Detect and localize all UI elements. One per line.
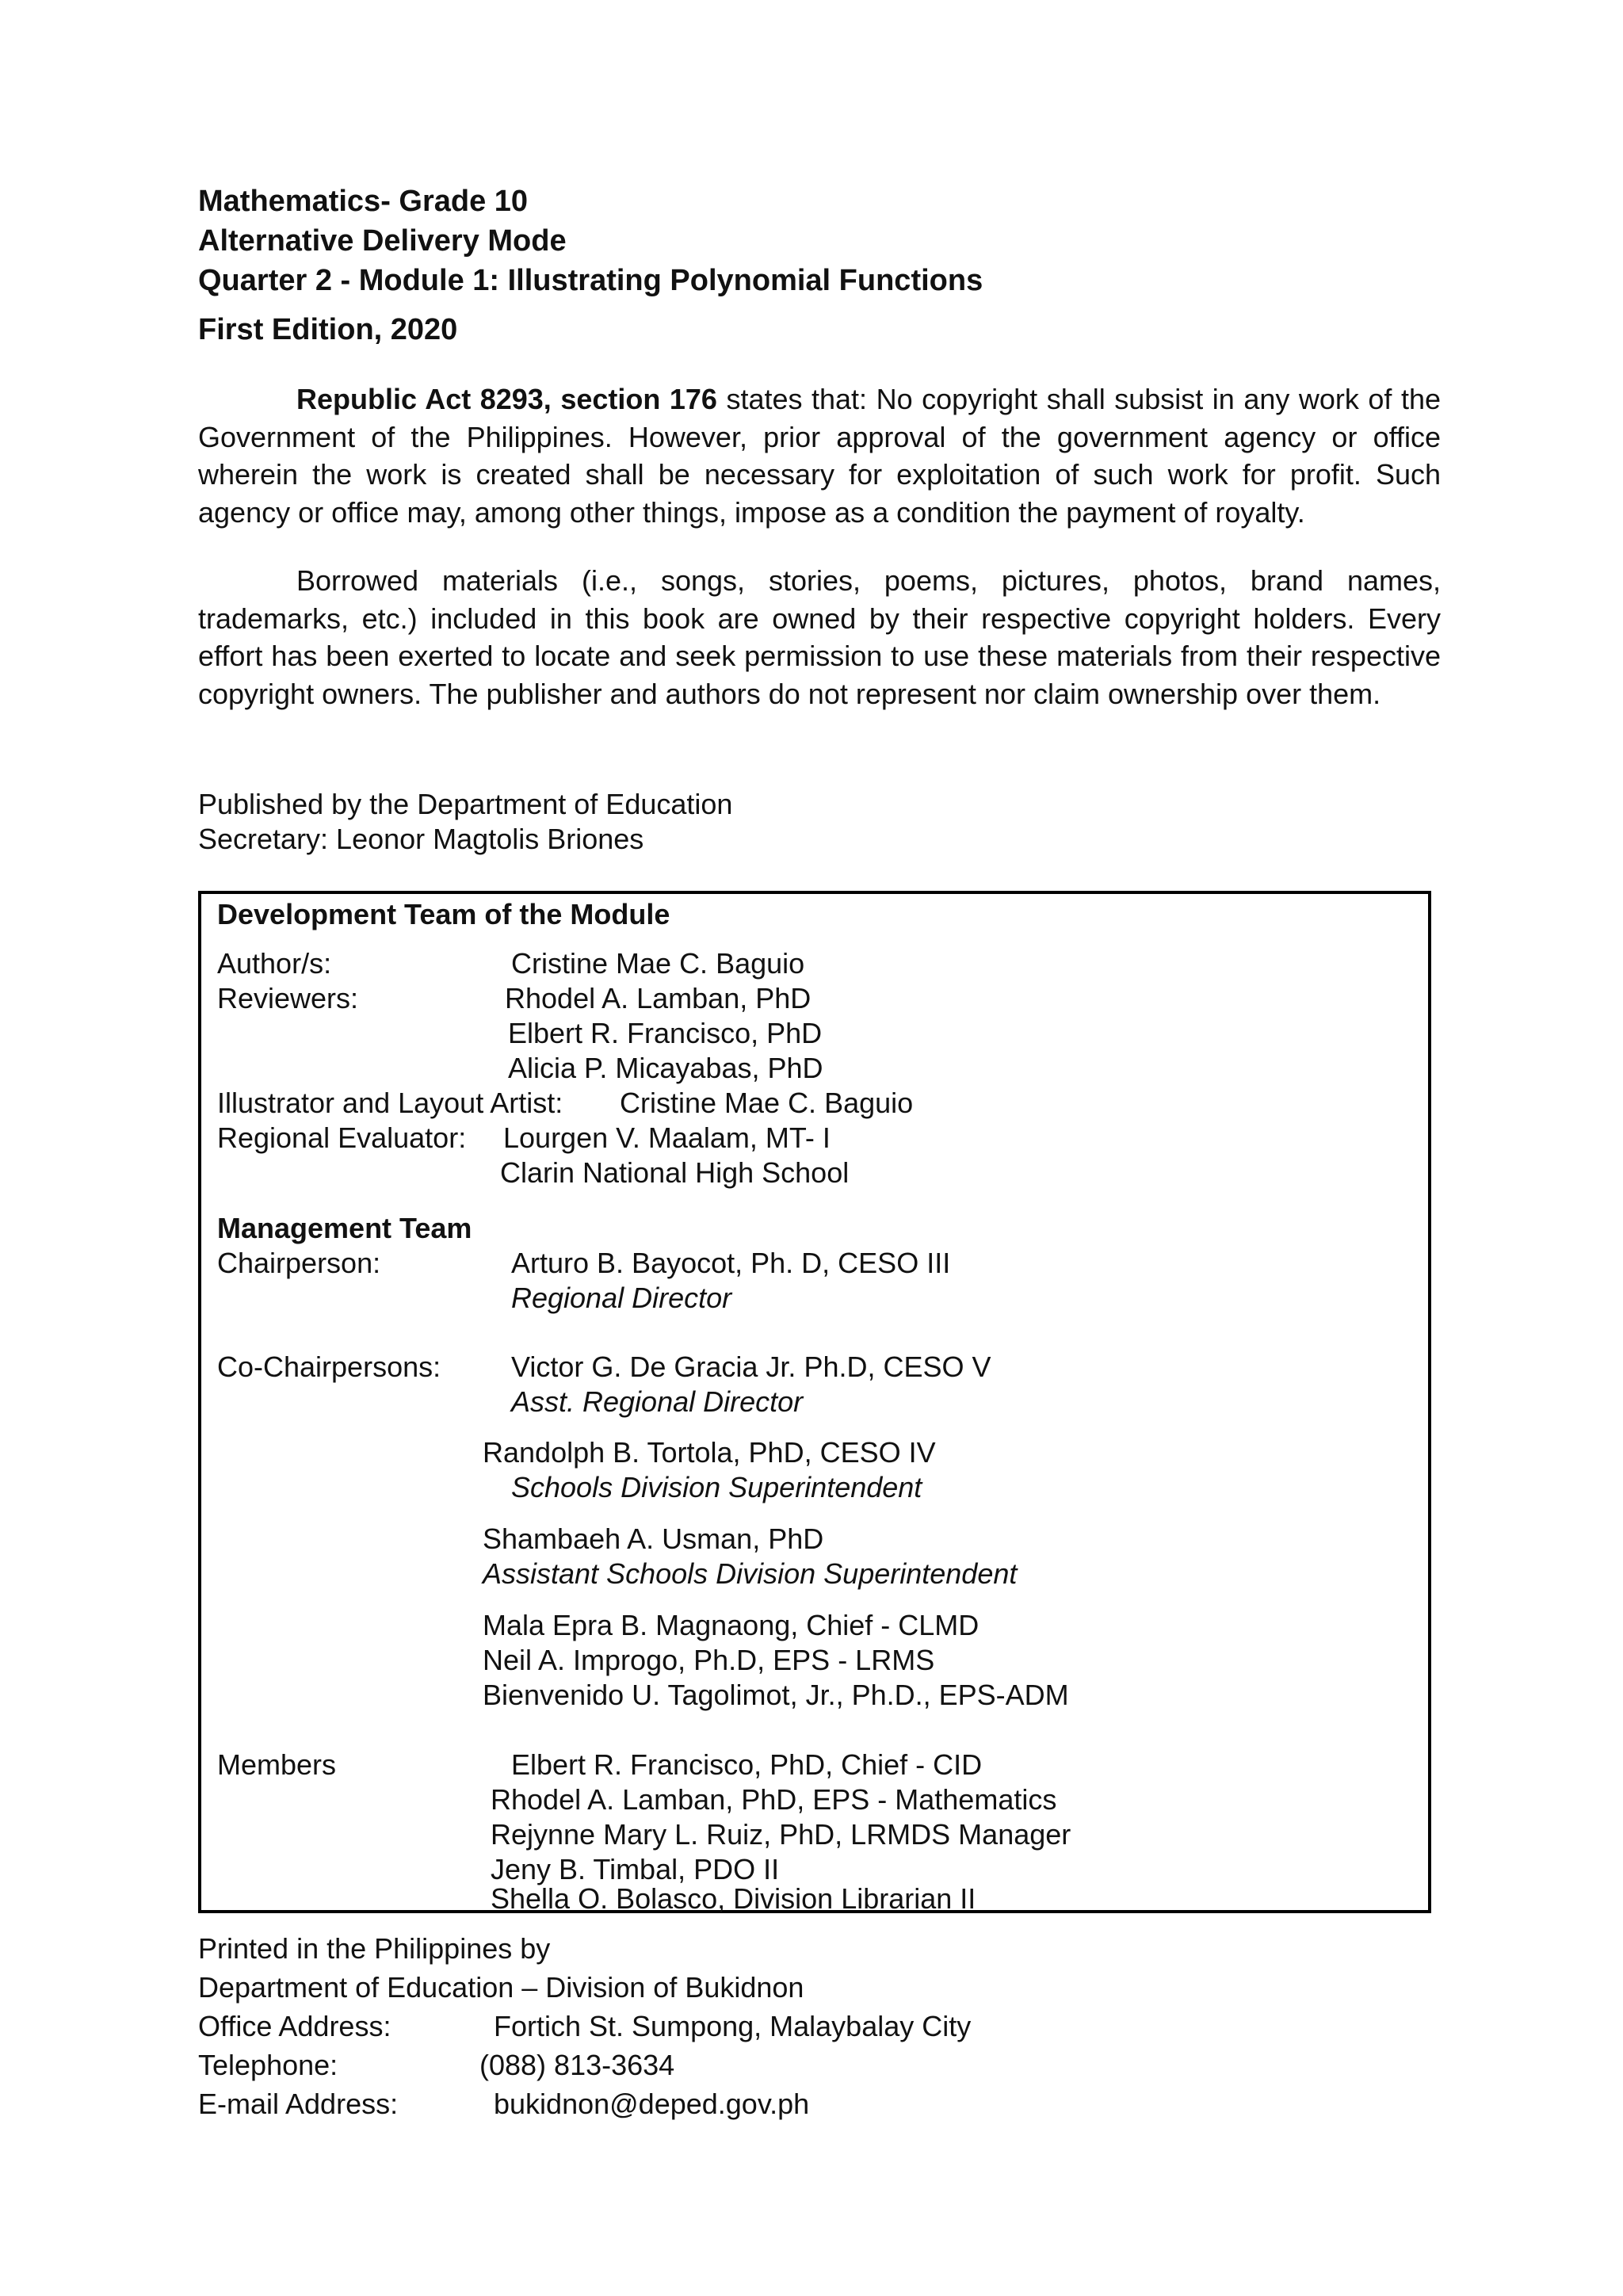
author-label: Author/s: — [217, 947, 332, 980]
cochair-name: Victor G. De Gracia Jr. Ph.D, CESO V — [511, 1350, 991, 1383]
cochair-other: Neil A. Improgo, Ph.D, EPS - LRMS — [483, 1644, 935, 1676]
subject-title: Mathematics- Grade 10 — [198, 185, 529, 218]
evaluator-school: Clarin National High School — [500, 1156, 850, 1189]
office-address-value: Fortich St. Sumpong, Malaybalay City — [494, 2010, 972, 2042]
evaluator-name: Lourgen V. Maalam, MT- I — [503, 1121, 831, 1154]
development-team-heading: Development Team of the Module — [217, 898, 670, 930]
member-name: Elbert R. Francisco, PhD, Chief - CID — [511, 1748, 983, 1781]
cochair-title: Assistant Schools Division Superintendent — [483, 1557, 1018, 1590]
telephone-value: (088) 813-3634 — [479, 2049, 675, 2081]
delivery-mode-title: Alternative Delivery Mode — [198, 224, 567, 258]
reviewer-name: Alicia P. Micayabas, PhD — [508, 1052, 823, 1084]
cochair-title: Schools Division Superintendent — [511, 1471, 922, 1503]
team-box — [198, 891, 1431, 1913]
printing-department: Department of Education – Division of Bukidnon — [198, 1971, 804, 2004]
cochair-name: Randolph B. Tortola, PhD, CESO IV — [483, 1436, 936, 1469]
chairperson-title: Regional Director — [511, 1282, 732, 1314]
email-value: bukidnon@deped.gov.ph — [494, 2088, 810, 2120]
borrowed-materials-text: Borrowed materials (i.e., songs, stories, poems, pictures, photos, brand names, trademarks, etc.) included in this book are owned by their respective copyright holders. Every effort has been exerted to locate and seek permission to use these materials from their respective copyright owners. The publisher and authors do not represent nor claim ownership over them. — [198, 564, 1441, 710]
secretary: Secretary: Leonor Magtolis Briones — [198, 823, 644, 855]
republic-act-text: states that: No copyright shall subsist in any work of the Government of the Philippines. However, prior approval of the government agency or office wherein the work is created shall be necessary for exploitation of such work for profit. Such agency or office may, among other things, impose as a condition the payment of royalty. — [198, 383, 1441, 529]
republic-act-label: Republic Act 8293, section 176 — [296, 383, 717, 415]
borrowed-materials-paragraph — [198, 562, 1441, 712]
illustrator-label: Illustrator and Layout Artist: — [217, 1087, 563, 1119]
chairperson-name: Arturo B. Bayocot, Ph. D, CESO III — [511, 1247, 951, 1279]
published-by: Published by the Department of Education — [198, 788, 733, 820]
member-name: Rhodel A. Lamban, PhD, EPS - Mathematics — [491, 1783, 1057, 1816]
member-name: Shella O. Bolasco, Division Librarian II — [491, 1882, 976, 1915]
cochair-other: Mala Epra B. Magnaong, Chief - CLMD — [483, 1609, 980, 1641]
chairperson-label: Chairperson: — [217, 1247, 381, 1279]
cochair-label: Co-Chairpersons: — [217, 1350, 441, 1383]
email-label: E-mail Address: — [198, 2088, 399, 2120]
module-title: Quarter 2 - Module 1: Illustrating Polynomial Functions — [198, 264, 983, 297]
printed-by: Printed in the Philippines by — [198, 1932, 551, 1965]
copyright-paragraph — [198, 380, 1441, 531]
reviewer-name: Elbert R. Francisco, PhD — [508, 1017, 823, 1049]
reviewer-name: Rhodel A. Lamban, PhD — [505, 982, 812, 1014]
illustrator-name: Cristine Mae C. Baguio — [620, 1087, 914, 1119]
cochair-other: Bienvenido U. Tagolimot, Jr., Ph.D., EPS-ADM — [483, 1679, 1069, 1711]
member-name: Jeny B. Timbal, PDO II — [491, 1853, 780, 1885]
telephone-label: Telephone: — [198, 2049, 338, 2081]
reviewers-label: Reviewers: — [217, 982, 359, 1014]
cochair-name: Shambaeh A. Usman, PhD — [483, 1522, 824, 1555]
office-address-label: Office Address: — [198, 2010, 391, 2042]
cochair-title: Asst. Regional Director — [511, 1385, 804, 1418]
evaluator-label: Regional Evaluator: — [217, 1121, 467, 1154]
management-team-heading: Management Team — [217, 1212, 472, 1244]
members-label: Members — [217, 1748, 337, 1781]
author-name: Cristine Mae C. Baguio — [511, 947, 805, 980]
edition-title: First Edition, 2020 — [198, 313, 458, 346]
member-name: Rejynne Mary L. Ruiz, PhD, LRMDS Manager — [491, 1818, 1071, 1851]
